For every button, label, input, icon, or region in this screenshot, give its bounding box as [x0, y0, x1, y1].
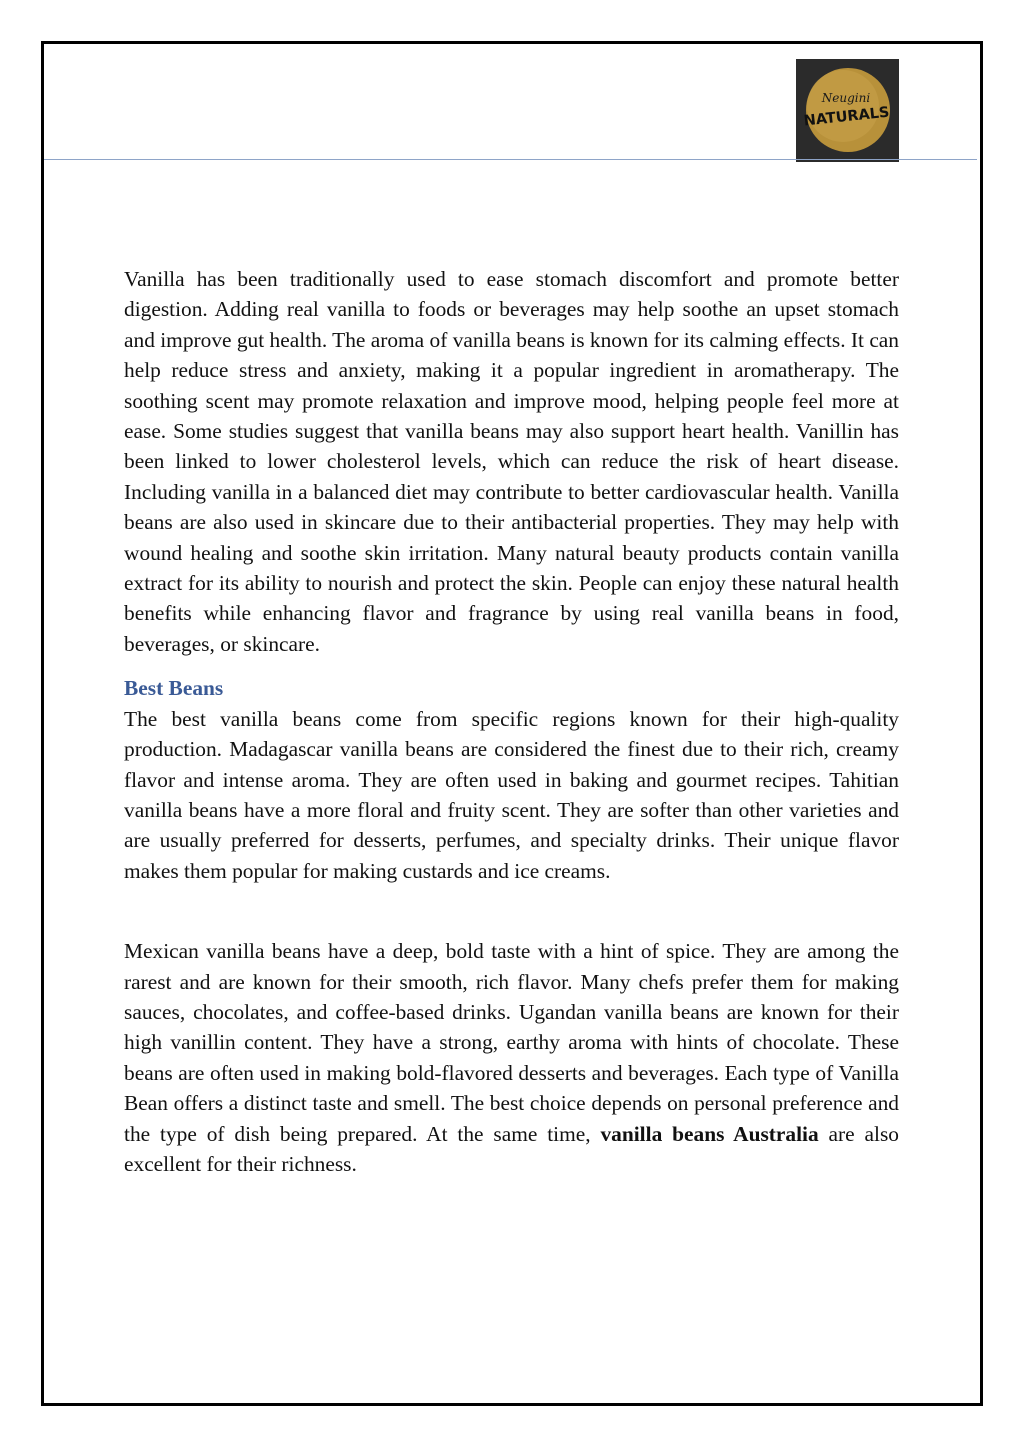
- paragraph-varieties-text: Mexican vanilla beans have a deep, bold taste with a hint of spice. They are among the rarest and are known for their smooth, rich flavor. Many chefs prefer them for making sauces, chocolates, and coffee-based drinks. Ugandan vanilla beans are known for their high vanillin content. They have a strong, earthy aroma with hints of chocolate. These beans are often used in making bold-flavored desserts and beverages. Each type of Vanilla Bean offers a distinct taste and smell. The best choice depends on personal preference and the type of dish being prepared. At the same time,: [124, 939, 899, 1146]
- section-heading-best-beans: Best Beans: [124, 676, 224, 701]
- document-body: [124, 264, 899, 1179]
- logo-script-text: Neugini: [821, 91, 871, 105]
- keyword-vanilla-beans-australia: vanilla beans Australia: [600, 1121, 819, 1146]
- logo-main-text: NATURALS: [802, 104, 891, 130]
- paragraph-varieties-tail: are also excellent for their richness.: [124, 1121, 899, 1176]
- brand-logo-icon: [796, 59, 899, 162]
- paragraph-best-beans: The best vanilla beans come from specific regions known for their high-quality production. Madagascar vanilla beans are considered the finest due to their rich, creamy flavor and intense aroma. They are often used in baking and gourmet recipes. Tahitian vanilla beans have a more floral and fruity scent. They are softer than other varieties and are usually preferred for desserts, perfumes, and specialty drinks. Their unique flavor makes them popular for making custards and ice creams.: [124, 706, 899, 883]
- header-divider: [44, 159, 977, 160]
- paragraph-health-benefits: Vanilla has been traditionally used to ease stomach discomfort and promote better digestion. Adding real vanilla to foods or beverages may help soothe an upset stomach and improve gut health. The aroma of vanilla beans is known for its calming effects. It can help reduce stress and anxiety, making it a popular ingredient in aromatherapy. The soothing scent may promote relaxation and improve mood, helping people feel more at ease. Some studies suggest that vanilla beans may also support heart health. Vanillin has been linked to lower cholesterol levels, which can reduce the risk of heart disease. Including vanilla in a balanced diet may contribute to better cardiovascular health. Vanilla beans are also used in skincare due to their antibacterial properties. They may help with wound healing and soothe skin irritation. Many natural beauty products contain vanilla extract for its ability to nourish and protect the skin. People can enjoy these natural health benefits while enhancing flavor and fragrance by using real vanilla beans in food, beverages, or skincare.: [124, 267, 899, 656]
- paragraph-varieties: [124, 936, 899, 1179]
